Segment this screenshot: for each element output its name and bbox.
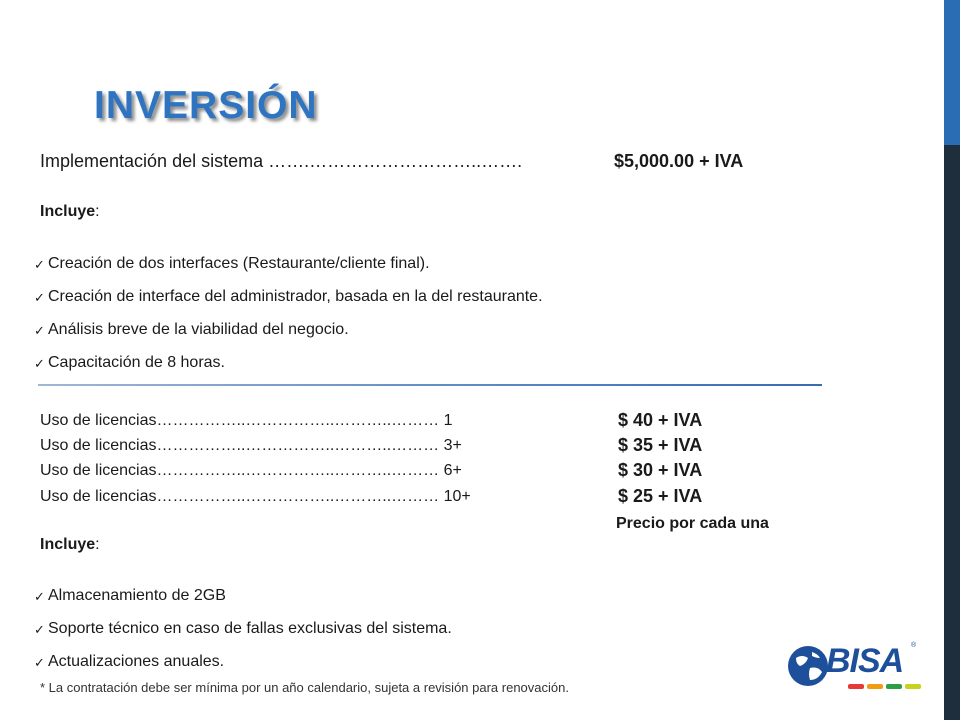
includes-list-2 bbox=[34, 587, 452, 686]
list-item-text: Creación de interface del administrador, basada en la del restaurante. bbox=[48, 288, 543, 305]
list-item bbox=[34, 288, 543, 321]
list-item-text: Soporte técnico en caso de fallas exclusivas del sistema. bbox=[48, 620, 452, 637]
includes-list-1 bbox=[34, 255, 543, 384]
license-label: Uso de licencias……………..……………..………..……… 1 bbox=[40, 412, 453, 429]
logo-text: BISA bbox=[826, 642, 904, 680]
checkmark-icon: ✓ bbox=[34, 290, 45, 305]
list-item-text: Análisis breve de la viabilidad del negocio. bbox=[48, 321, 349, 338]
checkmark-icon: ✓ bbox=[34, 257, 45, 272]
checkmark-icon: ✓ bbox=[34, 323, 45, 338]
list-item bbox=[34, 354, 543, 384]
includes-heading-1 bbox=[40, 203, 100, 221]
implementation-price: $5,000.00 + IVA bbox=[614, 151, 744, 171]
license-row bbox=[40, 488, 760, 514]
list-item bbox=[34, 321, 543, 354]
logo-stripe-yellow bbox=[905, 684, 921, 689]
list-item bbox=[34, 587, 452, 620]
license-label: Uso de licencias……………..……………..………..……… 6+ bbox=[40, 462, 462, 479]
bisa-logo bbox=[784, 640, 924, 696]
includes-colon: : bbox=[95, 203, 100, 220]
license-price: $ 35 + IVA bbox=[618, 435, 703, 455]
checkmark-icon: ✓ bbox=[34, 356, 45, 371]
logo-stripe-green bbox=[886, 684, 902, 689]
includes-colon: : bbox=[95, 536, 100, 553]
logo-stripe-red bbox=[848, 684, 864, 689]
slide-title: INVERSIÓN bbox=[94, 84, 318, 127]
license-row bbox=[40, 462, 760, 488]
implementation-line bbox=[40, 151, 522, 172]
checkmark-icon: ✓ bbox=[34, 589, 45, 604]
list-item-text: Almacenamiento de 2GB bbox=[48, 587, 226, 604]
checkmark-icon: ✓ bbox=[34, 622, 45, 637]
slide-side-accent bbox=[944, 0, 960, 145]
registered-mark: ® bbox=[911, 642, 917, 649]
license-price: $ 40 + IVA bbox=[618, 410, 703, 430]
footnote: * La contratación debe ser mínima por un año calendario, sujeta a revisión para renovación. bbox=[40, 680, 569, 695]
includes-label: Incluye bbox=[40, 203, 96, 220]
list-item bbox=[34, 620, 452, 653]
implementation-label: Implementación del sistema bbox=[40, 151, 269, 171]
list-item-text: Capacitación de 8 horas. bbox=[48, 354, 225, 371]
license-price: $ 30 + IVA bbox=[618, 460, 703, 480]
list-item-text: Creación de dos interfaces (Restaurante/cliente final). bbox=[48, 255, 430, 272]
price-note: Precio por cada una bbox=[616, 515, 769, 532]
includes-label: Incluye bbox=[40, 536, 96, 553]
implementation-dots: …….………………………..……. bbox=[268, 151, 523, 171]
license-price: $ 25 + IVA bbox=[618, 486, 703, 506]
globe-icon bbox=[786, 644, 830, 688]
includes-heading-2 bbox=[40, 536, 100, 554]
logo-stripe-orange bbox=[867, 684, 883, 689]
list-item bbox=[34, 255, 543, 288]
checkmark-icon: ✓ bbox=[34, 655, 45, 670]
license-label: Uso de licencias……………..……………..………..……… 3+ bbox=[40, 437, 462, 454]
section-divider bbox=[38, 384, 822, 386]
license-label: Uso de licencias……………..……………..………..……… 10+ bbox=[40, 488, 471, 505]
list-item-text: Actualizaciones anuales. bbox=[48, 653, 225, 670]
logo-stripes bbox=[848, 684, 921, 689]
